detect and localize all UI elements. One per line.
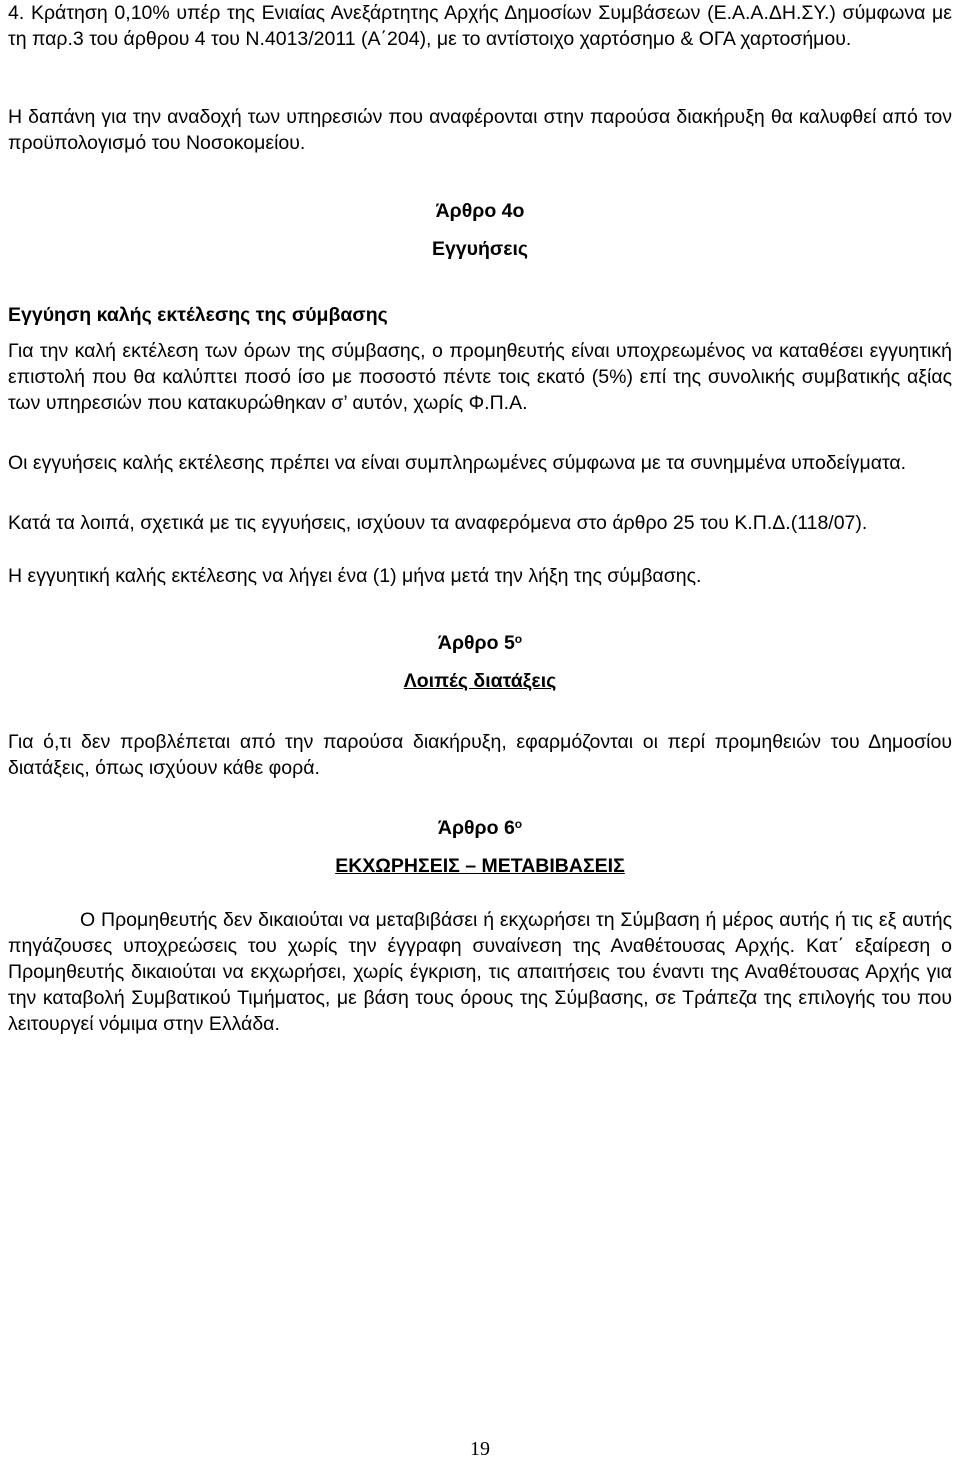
article-5-paragraph-1-text: Για ό,τι δεν προβλέπεται από την παρούσα διακήρυξη, εφαρμόζονται οι περί προμηθειών του Δημοσίου διατάξεις, όπως ισχύουν κάθε φορά. — [8, 731, 952, 779]
article-5-number-text: Άρθρο 5 — [437, 632, 515, 654]
article-6-paragraph-1 — [8, 907, 952, 1037]
article-6-number-sup: ο — [514, 817, 523, 831]
expense-paragraph — [8, 104, 952, 156]
article-4-paragraph-3 — [8, 510, 952, 536]
article-4-paragraph-2-text: Οι εγγυήσεις καλής εκτέλεσης πρέπει να είναι συμπληρωμένες σύμφωνα με τα συνημμένα υποδείγματα. — [8, 452, 907, 474]
article-6-title-text: ΕΚΧΩΡΗΣΕΙΣ – ΜΕΤΑΒΙΒΑΣΕΙΣ — [335, 855, 625, 877]
article-4-title — [8, 236, 952, 262]
list-item-4-text: 4. Κράτηση 0,10% υπέρ της Ενιαίας Ανεξάρτητης Αρχής Δημοσίων Συμβάσεων (Ε.Α.Α.ΔΗ.ΣΥ.) σύμφωνα με τη παρ.3 του άρθρου 4 του Ν.4013/2011 (Α΄204), με το αντίστοιχο χαρτόσημο & ΟΓΑ χαρτοσήμου. — [8, 2, 952, 50]
article-4-paragraph-2 — [8, 450, 952, 476]
article-4-paragraph-3-text: Κατά τα λοιπά, σχετικά με τις εγγυήσεις, ισχύουν τα αναφερόμενα στο άρθρο 25 του Κ.Π.Δ.(118/07). — [8, 512, 868, 534]
article-4-paragraph-4-text: Η εγγυητική καλής εκτέλεσης να λήγει ένα (1) μήνα μετά την λήξη της σύμβασης. — [8, 565, 702, 587]
article-4-paragraph-1 — [8, 338, 952, 416]
article-5-number — [8, 630, 952, 656]
article-5-title-text: Λοιπές διατάξεις — [403, 670, 557, 692]
article-5-number-sup: ο — [514, 632, 523, 646]
article-4-number — [8, 198, 952, 224]
article-4-paragraph-4 — [8, 563, 952, 589]
article-6-number — [8, 815, 952, 841]
list-item-4 — [8, 0, 952, 52]
expense-paragraph-text: Η δαπάνη για την αναδοχή των υπηρεσιών που αναφέρονται στην παρούσα διακήρυξη θα καλυφθεί από τον προϋπολογισμό του Νοσοκομείου. — [8, 106, 952, 154]
article-6-title — [8, 853, 952, 879]
article-4-subheading — [8, 302, 952, 328]
article-6-heading — [8, 815, 952, 841]
page-number: 19 — [470, 1438, 490, 1460]
article-5-heading — [8, 630, 952, 656]
article-4-paragraph-1-text: Για την καλή εκτέλεση των όρων της σύμβασης, ο προμηθευτής είναι υποχρεωμένος να καταθέσει εγγυητική επιστολή που θα καλύπτει ποσό ίσο με ποσοστό πέντε τοις εκατό (5%) επί της συνολικής συμβατικής αξίας των υπηρεσιών που κατακυρώθηκαν σ’ αυτόν, χωρίς Φ.Π.Α. — [8, 340, 952, 414]
article-4-number-text: Άρθρο 4ο — [435, 200, 525, 222]
article-4-title-text: Εγγυήσεις — [431, 238, 529, 260]
article-4-subheading-text: Εγγύηση καλής εκτέλεσης της σύμβασης — [8, 304, 388, 326]
article-5-title — [8, 668, 952, 694]
article-6-paragraph-1-text: Ο Προμηθευτής δεν δικαιούται να μεταβιβάσει ή εκχωρήσει τη Σύμβαση ή μέρος αυτής ή τις εξ αυτής πηγάζουσες υποχρεώσεις του χωρίς την έγγραφη συναίνεση της Αναθέτουσας Αρχής. Κατ΄ εξαίρεση ο Προμηθευτής δικαιούται να εκχωρήσει, χωρίς έγκριση, τις απαιτήσεις του έναντι της Αναθέτουσας Αρχής για την καταβολή Συμβατικού Τιμήματος, με βάση τους όρους της Σύμβασης, σε Τράπεζα της επιλογής του που λειτουργεί νόμιμα στην Ελλάδα. — [8, 909, 952, 1035]
article-5-paragraph-1 — [8, 729, 952, 781]
article-6-number-text: Άρθρο 6 — [437, 817, 515, 839]
